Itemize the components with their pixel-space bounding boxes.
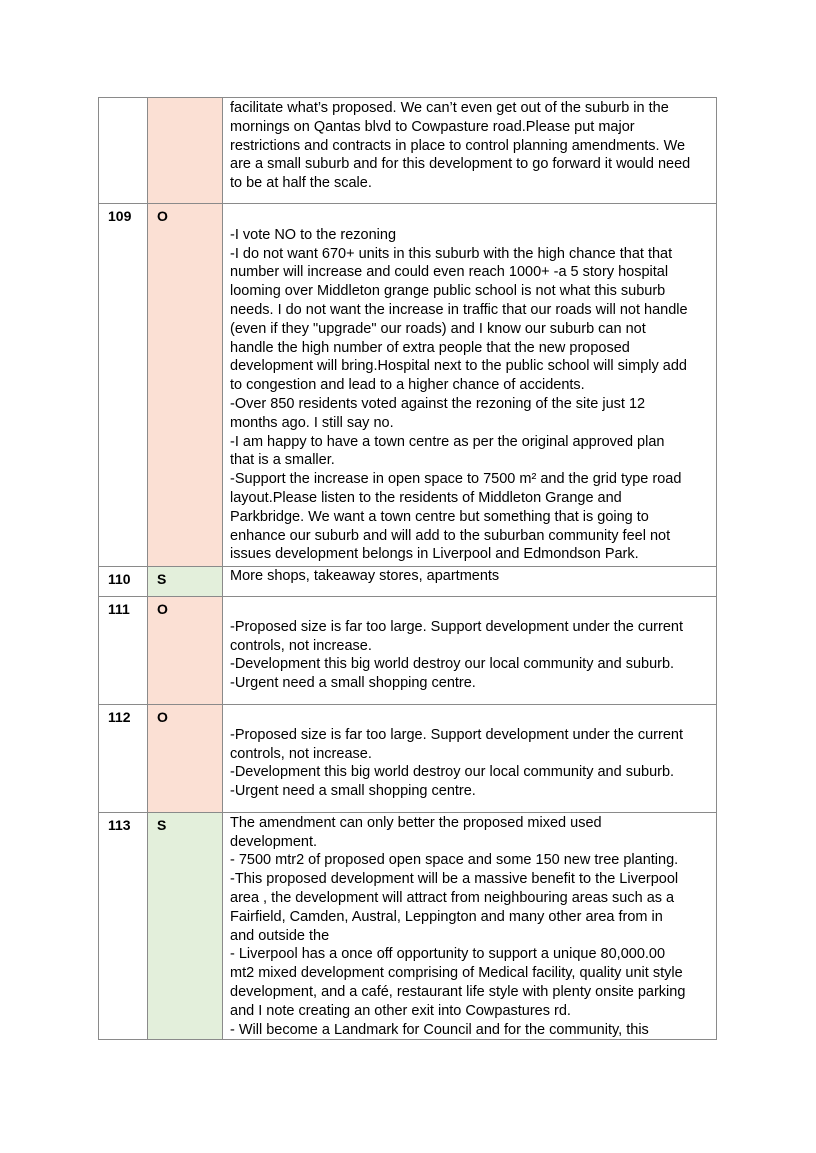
submission-text-line: to be at half the scale. [230,175,372,192]
submission-number: 109 [99,203,148,566]
submission-number: 111 [99,596,148,704]
submission-text-line: are a small suburb and for this development to go forward it would need [230,156,691,173]
table-row [99,704,717,812]
submission-text-line: - Liverpool has a once off opportunity to support a unique 80,000.00 [230,946,666,963]
submission-number [99,98,148,204]
table-row [99,567,717,597]
submission-text-line: to congestion and lead to a higher chance of accidents. [230,377,585,394]
submission-text-line: needs. I do not want the increase in traffic that our roads will not handle [230,301,688,318]
submission-text [223,812,717,1040]
submission-text-line: -I vote NO to the rezoning [230,226,397,243]
submission-text-line: enhance our suburb and will add to the suburban community feel not [230,527,671,544]
blank-line [230,707,710,726]
submission-text-line: restrictions and contracts in place to control planning amendments. We [230,137,686,154]
submissions-table-body [99,98,717,1040]
submission-text-line: facilitate what’s proposed. We can’t even get out of the suburb in the [230,100,669,116]
submission-text [223,567,717,597]
submission-text-line: -Proposed size is far too large. Support development under the current [230,726,683,743]
submission-text [223,596,717,704]
submission-number: 113 [99,812,148,1040]
submission-text [223,203,717,566]
submission-text-line: handle the high number of extra people that the new proposed [230,339,630,356]
submission-text-line: controls, not increase. [230,745,372,762]
submission-text-line: -This proposed development will be a massive benefit to the Liverpool [230,871,679,888]
submission-position: S [148,567,223,597]
submission-text-line: -Development this big world destroy our local community and suburb. [230,656,675,673]
submission-text-line: development, and a café, restaurant life style with plenty onsite parking [230,984,686,1001]
submission-text-line: mornings on Qantas blvd to Cowpasture road.Please put major [230,118,635,135]
submission-text-line: -Proposed size is far too large. Support development under the current [230,618,683,635]
table-row [99,596,717,704]
submission-text-line: and I note creating an other exit into Cowpastures rd. [230,1002,571,1019]
submission-position: S [148,812,223,1040]
submission-text-line: -Urgent need a small shopping centre. [230,675,476,692]
submission-text-line: -I do not want 670+ units in this suburb with the high chance that that [230,245,673,262]
submission-text-line: controls, not increase. [230,637,372,654]
table-row [99,812,717,1040]
submission-text-line: Parkbridge. We want a town centre but something that is going to [230,508,649,525]
submission-text-line: (even if they "upgrade" our roads) and I know our suburb can not [230,320,646,337]
submission-position [148,98,223,204]
submission-text-line: months ago. I still say no. [230,414,394,431]
submission-position: O [148,203,223,566]
submission-text-line: looming over Middleton grange public school is not what this suburb [230,283,666,300]
submission-position: O [148,596,223,704]
submission-text-line: layout.Please listen to the residents of Middleton Grange and [230,489,622,506]
submission-text-line: development will bring.Hospital next to the public school will simply add [230,358,687,375]
submission-text-line: - 7500 mtr2 of proposed open space and some 150 new tree planting. [230,852,679,869]
submission-text-line: that is a smaller. [230,452,335,469]
submission-text-line: -I am happy to have a town centre as per the original approved plan [230,433,665,450]
submission-position: O [148,704,223,812]
blank-line [230,599,710,618]
submission-text-line: development. [230,833,318,850]
submission-text-line: Fairfield, Camden, Austral, Leppington and many other area from in [230,908,663,925]
submission-text-line: The amendment can only better the proposed mixed used [230,814,602,831]
submission-text-line: -Urgent need a small shopping centre. [230,783,476,800]
submission-text [223,98,717,204]
submission-text-line: -Development this big world destroy our local community and suburb. [230,764,675,781]
submission-number: 110 [99,567,148,597]
submissions-table [98,97,717,1040]
document-page [98,97,716,1040]
submission-text-line: and outside the [230,927,330,944]
submission-text-line: -Over 850 residents voted against the rezoning of the site just 12 [230,395,646,412]
submission-text-line: - Will become a Landmark for Council and for the community, this [230,1021,649,1038]
blank-line [230,207,710,226]
submission-text-line: number will increase and could even reach 1000+ -a 5 story hospital [230,264,669,281]
submission-number: 112 [99,704,148,812]
submission-text [223,704,717,812]
table-row [99,98,717,204]
submission-text-line: area , the development will attract from neighbouring areas such as a [230,890,675,907]
submission-text-line: -Support the increase in open space to 7500 m² and the grid type road [230,471,682,488]
submission-text-line: issues development belongs in Liverpool and Edmondson Park. [230,546,639,563]
submission-text-line: More shops, takeaway stores, apartments [230,568,500,585]
submission-text-line: mt2 mixed development comprising of Medical facility, quality unit style [230,965,683,982]
table-row [99,203,717,566]
